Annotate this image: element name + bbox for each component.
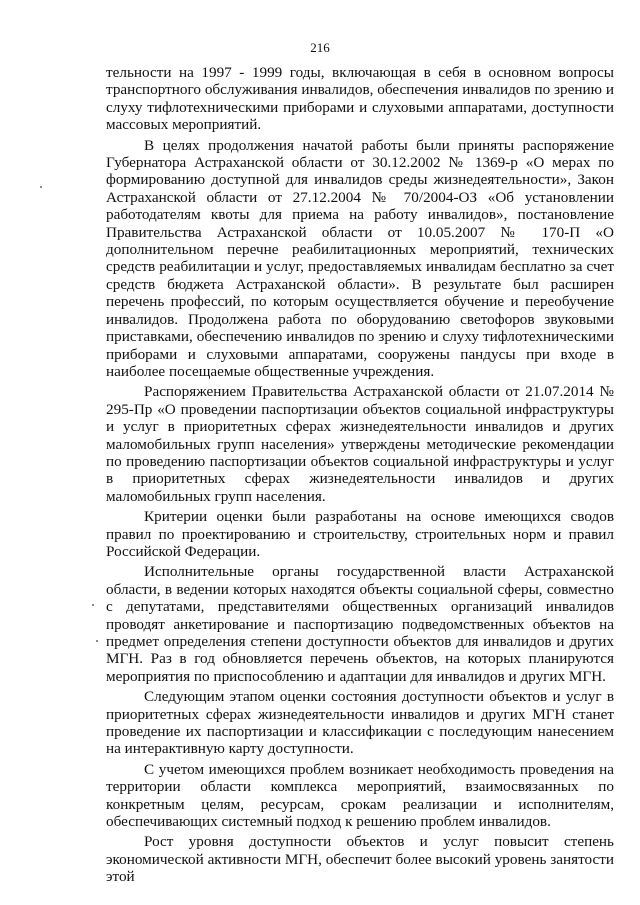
paragraph-continuation: тельности на 1997 - 1999 годы, включающая в себя в основном вопросы транспортного обслуживания инвалидов, обеспечения инвалидов по зрению и слуху тифлотехническими приборами и слуховыми аппаратами, доступности массовых мероприятий. xyxy=(106,64,614,134)
paragraph-accessibility-growth: Рост уровня доступности объектов и услуг повысит степень экономической активности МГН, обеспечит более высокий уровень занятости этой xyxy=(106,833,614,886)
scan-speck xyxy=(96,640,98,642)
paragraph-executive-bodies: Исполнительные органы государственной власти Астраханской области, в ведении которых находятся объекты социальной сферы, совместно с депутатами, представителями общественных организаций инвалидов проводят анкетирование и паспортизацию подведомственных объектов на предмет определения степени доступности объектов для инвалидов и других МГН. Раз в год обновляется перечень объектов, на которых планируются мероприятия по приспособлению и адаптации для инвалидов и других МГН. xyxy=(106,563,614,685)
scan-speck xyxy=(92,604,94,606)
paragraph-assessment-criteria: Критерии оценки были разработаны на основе имеющихся сводов правил по проектированию и строительству, строительных норм и правил Российской Федерации. xyxy=(106,508,614,560)
paragraph-measures-complex: С учетом имеющихся проблем возникает необходимость проведения на территории области комплекса мероприятий, взаимосвязанных по конкретным целям, ресурсам, срокам реализации и исполнителям, обеспечивающих системный подход к решению проблем инвалидов. xyxy=(106,760,614,831)
paragraph-next-stage: Следующим этапом оценки состояния доступности объектов и услуг в приоритетных сферах жизнедеятельности инвалидов и других МГН станет проведение их паспортизации и классификации с последующим нанесением на интерактивную карту доступности. xyxy=(106,688,614,758)
scan-speck xyxy=(40,186,42,188)
page-number: 216 xyxy=(310,40,330,55)
paragraph-passportization-order: Распоряжением Правительства Астраханской области от 21.07.2014 № 295-Пр «О проведении паспортизации объектов социальной инфраструктуры и услуг в приоритетных сферах жизнедеятельности инвалидов и других маломобильных групп населения» утверждены методические рекомендации по проведению паспортизации объектов социальной инфраструктуры и услуг в приоритетных сферах жизнедеятельности инвалидов и других маломобильных групп населения. xyxy=(106,383,614,505)
document-body xyxy=(106,64,614,889)
paragraph-legislation: В целях продолжения начатой работы были приняты распоряжение Губернатора Астраханской области от 30.12.2002 № 1369-р «О мерах по формированию доступной для инвалидов среды жизнедеятельности», Закон Астраханской области от 27.12.2004 № 70/2004-ОЗ «Об установлении работодателям квоты для приема на работу инвалидов», постановление Правительства Астраханской области от 10.05.2007 № 170-П «О дополнительном перечне реабилитационных мероприятий, технических средств реабилитации и услуг, предоставляемых инвалидам бесплатно за счет средств бюджета Астраханской области». В результате был расширен перечень профессий, по которым осуществляется обучение и переобучение инвалидов. Продолжена работа по оборудованию светофоров звуковыми приставками, обеспечению инвалидов по зрению и слуху тифлотехническими приборами и слуховыми аппаратами, сооружены пандусы при входе в наиболее посещаемые общественные учреждения. xyxy=(106,136,614,380)
